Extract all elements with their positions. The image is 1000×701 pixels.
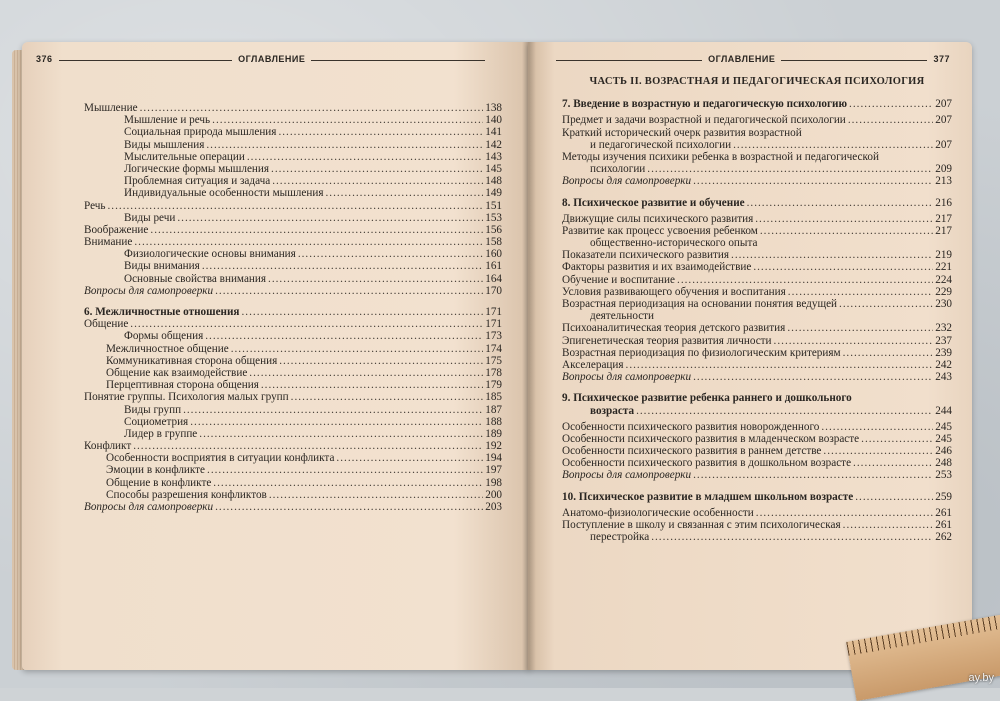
right-page-number: 377 xyxy=(933,54,951,64)
toc-entry xyxy=(84,416,502,428)
toc-entry-page: 149 xyxy=(485,187,502,200)
toc-leader-dots xyxy=(206,139,483,151)
toc-entry-page: 230 xyxy=(935,298,952,311)
right-page xyxy=(528,42,972,670)
toc-entry-page: 164 xyxy=(485,272,502,285)
toc-entry xyxy=(562,274,952,286)
toc-entry-page: 245 xyxy=(935,432,952,445)
toc-entry xyxy=(84,248,502,260)
toc-entry xyxy=(562,310,952,322)
book-gutter xyxy=(522,42,536,670)
toc-entry xyxy=(84,163,502,175)
toc-leader-dots xyxy=(693,371,933,383)
toc-entry-title: Анатомо-физиологические особенности xyxy=(562,506,754,519)
section-heading-title: 8. Психическое развитие и обучение xyxy=(562,196,745,209)
toc-entry xyxy=(562,298,952,310)
toc-entry-page: 192 xyxy=(485,440,502,453)
toc-entry xyxy=(562,163,952,175)
toc-entry-page: 239 xyxy=(935,346,952,359)
toc-entry-title: Межличностное общение xyxy=(106,342,229,355)
toc-entry xyxy=(562,286,952,298)
toc-entry-page: 197 xyxy=(485,464,502,477)
toc-leader-dots xyxy=(231,343,484,355)
toc-entry xyxy=(84,379,502,391)
toc-entry-page: 248 xyxy=(935,457,952,470)
toc-entry-page: 217 xyxy=(935,212,952,225)
toc-entry-title: Методы изучения психики ребенка в возрастной и педагогической xyxy=(562,150,879,163)
toc-entry xyxy=(84,139,502,151)
toc-leader-dots xyxy=(647,163,933,175)
toc-entry-page: 200 xyxy=(485,488,502,501)
toc-leader-dots xyxy=(693,469,933,481)
section-heading-page: 216 xyxy=(935,196,952,209)
toc-entry-title: Общение в конфликте xyxy=(106,476,212,489)
toc-entry-title: Конфликт xyxy=(84,440,132,453)
toc-entry-page: 156 xyxy=(485,223,502,236)
right-running-head-title: ОГЛАВЛЕНИЕ xyxy=(708,54,776,64)
toc-entry-title: Социальная природа мышления xyxy=(124,126,277,139)
toc-entry-title: Проблемная ситуация и задача xyxy=(124,175,271,188)
toc-leader-dots xyxy=(213,477,483,489)
toc-entry-title: Внимание xyxy=(84,236,133,249)
toc-entry-title: Основные свойства внимания xyxy=(124,272,267,285)
toc-entry xyxy=(84,187,502,199)
toc-entry-title: Мыслительные операции xyxy=(124,150,245,163)
toc-leader-dots xyxy=(848,114,933,126)
toc-entry-title: Общение как взаимодействие xyxy=(106,366,248,379)
toc-entry-title: Эмоции в конфликте xyxy=(106,464,206,477)
section-heading xyxy=(562,197,952,209)
toc-entry-title: Вопросы для самопроверки xyxy=(84,284,214,297)
toc-entry xyxy=(84,428,502,440)
toc-entry xyxy=(84,318,502,330)
right-running-head xyxy=(550,54,950,64)
toc-entry-page: 261 xyxy=(935,519,952,532)
toc-entry-title: Лидер в группе xyxy=(124,427,198,440)
toc-leader-dots xyxy=(731,249,933,261)
toc-leader-dots xyxy=(325,187,483,199)
toc-entry-page: 141 xyxy=(485,126,502,139)
toc-entry xyxy=(84,464,502,476)
toc-entry xyxy=(562,151,952,163)
toc-entry xyxy=(562,114,952,126)
toc-leader-dots xyxy=(787,322,933,334)
toc-leader-dots xyxy=(183,404,483,416)
toc-entry xyxy=(84,391,502,403)
toc-entry xyxy=(84,175,502,187)
toc-entry-page: 189 xyxy=(485,427,502,440)
toc-entry-title: Виды мышления xyxy=(124,138,205,151)
left-page-number: 376 xyxy=(36,54,53,64)
toc-entry-page: 151 xyxy=(485,199,502,212)
section-heading xyxy=(562,491,952,503)
left-running-head xyxy=(36,54,491,64)
toc-entry-title: Вопросы для самопроверки xyxy=(562,469,692,482)
toc-entry-title: и педагогической психологии xyxy=(590,138,732,151)
toc-entry xyxy=(84,273,502,285)
toc-entry-title: Возрастная периодизация на основании понятия ведущей xyxy=(562,298,838,311)
toc-entry-page: 171 xyxy=(485,318,502,331)
toc-entry-page: 213 xyxy=(935,175,952,188)
toc-entry xyxy=(84,102,502,114)
toc-entry-title: Краткий исторический очерк развития возрастной xyxy=(562,126,802,139)
toc-entry xyxy=(84,224,502,236)
toc-entry-title: Психоаналитическая теория детского развития xyxy=(562,322,786,335)
toc-leader-dots xyxy=(823,445,933,457)
toc-leader-dots xyxy=(291,391,484,403)
toc-entry-page: 217 xyxy=(935,224,952,237)
toc-entry-page: 219 xyxy=(935,249,952,262)
toc-entry-title: Формы общения xyxy=(124,330,204,343)
left-page xyxy=(22,42,530,670)
toc-leader-dots xyxy=(134,236,483,248)
toc-entry-page: 229 xyxy=(935,285,952,298)
toc-entry-title: Мышление xyxy=(84,102,138,114)
toc-entry-title: Обучение и воспитание xyxy=(562,273,676,286)
toc-leader-dots xyxy=(130,318,483,330)
toc-entry xyxy=(562,445,952,457)
toc-leader-dots xyxy=(202,260,483,272)
toc-leader-dots xyxy=(788,286,933,298)
toc-entry xyxy=(84,477,502,489)
toc-leader-dots xyxy=(733,139,933,151)
toc-entry xyxy=(84,306,502,318)
toc-entry xyxy=(562,421,952,433)
toc-entry-page: 173 xyxy=(485,330,502,343)
toc-entry-title: Социометрия xyxy=(124,415,189,428)
toc-entry-title: Эпигенетическая теория развития личности xyxy=(562,334,772,347)
toc-leader-dots xyxy=(760,225,933,237)
toc-entry-page: 145 xyxy=(485,162,502,175)
toc-leader-dots xyxy=(108,200,484,212)
toc-entry-page: 170 xyxy=(485,284,502,297)
toc-entry-title: Логические формы мышления xyxy=(124,162,270,175)
toc-entry-title: Особенности психического развития в раннем детстве xyxy=(562,445,822,458)
toc-leader-dots xyxy=(212,114,483,126)
toc-entry xyxy=(84,367,502,379)
toc-leader-dots xyxy=(150,224,483,236)
toc-leader-dots xyxy=(190,416,483,428)
toc-entry xyxy=(84,212,502,224)
toc-entry xyxy=(562,531,952,543)
section-heading xyxy=(562,392,952,404)
toc-entry-page: 179 xyxy=(485,379,502,392)
toc-leader-dots xyxy=(843,519,934,531)
toc-entry-title: Особенности психического развития новорожденного xyxy=(562,420,820,433)
toc-leader-dots xyxy=(140,102,484,114)
toc-entry-title: Особенности психического развития в дошкольном возрасте xyxy=(562,457,852,470)
toc-entry-page: 261 xyxy=(935,506,952,519)
toc-entry-title: Виды внимания xyxy=(124,260,200,273)
toc-leader-dots xyxy=(821,421,933,433)
left-running-head-title: ОГЛАВЛЕНИЕ xyxy=(238,54,306,64)
section-heading-page: 259 xyxy=(935,490,952,503)
toc-entry-page: 224 xyxy=(935,273,952,286)
toc-entry-title: Предмет и задачи возрастной и педагогической психологии xyxy=(562,114,846,127)
toc-entry-page: 221 xyxy=(935,261,952,274)
toc-entry-page: 187 xyxy=(485,403,502,416)
section-heading-page: 207 xyxy=(935,98,952,111)
toc-entry-title: Акселерация xyxy=(562,358,624,371)
section-heading-title: 10. Психическое развитие в младшем школьном возрасте xyxy=(562,490,854,503)
toc-entry xyxy=(84,501,502,513)
toc-entry xyxy=(562,347,952,359)
toc-leader-dots xyxy=(268,273,483,285)
section-heading-page: 244 xyxy=(935,404,952,417)
toc-entry xyxy=(84,236,502,248)
toc-leader-dots xyxy=(843,347,934,359)
toc-entry xyxy=(84,114,502,126)
toc-entry-title: Способы разрешения конфликтов xyxy=(106,488,267,501)
toc-entry-page: 185 xyxy=(485,391,502,404)
toc-entry-title: деятельности xyxy=(590,310,655,323)
toc-entry-page: 207 xyxy=(935,114,952,127)
toc-entry-title: Виды групп xyxy=(124,403,182,416)
toc-entry-page: 143 xyxy=(485,150,502,163)
toc-entry-page: 246 xyxy=(935,445,952,458)
toc-entry-title: перестройка xyxy=(590,531,650,544)
toc-entry xyxy=(562,335,952,347)
toc-entry-page: 175 xyxy=(485,354,502,367)
toc-entry-title: Общение xyxy=(84,318,129,331)
toc-leader-dots xyxy=(205,330,483,342)
toc-entry xyxy=(84,355,502,367)
toc-entry-page: 161 xyxy=(485,260,502,273)
toc-entry-page: 237 xyxy=(935,334,952,347)
toc-entry xyxy=(562,139,952,151)
toc-entry xyxy=(562,175,952,187)
toc-entry-page: 207 xyxy=(935,138,952,151)
toc-entry xyxy=(84,260,502,272)
toc-leader-dots xyxy=(861,433,933,445)
toc-leader-dots xyxy=(215,285,483,297)
toc-entry xyxy=(84,151,502,163)
toc-entry-title: Вопросы для самопроверки xyxy=(562,175,692,188)
toc-leader-dots xyxy=(626,359,934,371)
toc-leader-dots xyxy=(774,335,934,347)
toc-entry xyxy=(562,322,952,334)
toc-entry xyxy=(84,285,502,297)
toc-entry-page: 138 xyxy=(485,102,502,114)
toc-leader-dots xyxy=(207,464,483,476)
toc-entry-title: общественно-исторического опыта xyxy=(590,237,758,250)
watermark-text: ay.by xyxy=(968,672,994,684)
toc-entry-page: 262 xyxy=(935,531,952,544)
toc-leader-dots xyxy=(839,298,933,310)
open-book xyxy=(22,42,972,682)
toc-entry-title: Понятие группы. Психология малых групп xyxy=(84,391,289,404)
section-heading xyxy=(562,405,952,417)
toc-entry-title: Виды речи xyxy=(124,211,176,224)
toc-entry-title: Перцептивная сторона общения xyxy=(106,379,259,392)
toc-leader-dots xyxy=(755,213,933,225)
toc-entry-title: Особенности психического развития в младенческом возрасте xyxy=(562,432,860,445)
toc-entry xyxy=(84,489,502,501)
toc-entry-title: Речь xyxy=(84,199,106,212)
toc-entry-page: 153 xyxy=(485,211,502,224)
toc-entry-title: Воображение xyxy=(84,223,149,236)
toc-entry-title: Факторы развития и их взаимодействие xyxy=(562,261,752,274)
toc-entry-title: Индивидуальные особенности мышления xyxy=(124,187,324,200)
section-heading-title: возраста xyxy=(590,404,635,417)
toc-entry xyxy=(562,249,952,261)
toc-entry-page: 188 xyxy=(485,415,502,428)
toc-entry-page: 178 xyxy=(485,366,502,379)
toc-entry-page: 194 xyxy=(485,452,502,465)
toc-leader-dots xyxy=(199,428,483,440)
toc-entry-page: 209 xyxy=(935,163,952,176)
toc-entry-page: 242 xyxy=(935,358,952,371)
toc-leader-dots xyxy=(269,489,483,501)
toc-entry-page: 253 xyxy=(935,469,952,482)
toc-entry-title: Развитие как процесс усвоения ребенком xyxy=(562,224,758,237)
toc-leader-dots xyxy=(249,367,483,379)
section-heading-title: 9. Психическое развитие ребенка раннего и дошкольного xyxy=(562,392,852,405)
toc-entry-page: 198 xyxy=(485,476,502,489)
toc-entry-title: психологии xyxy=(590,163,646,176)
toc-entry-page: 148 xyxy=(485,175,502,188)
toc-entry-title: Поступление в школу и связанная с этим психологическая xyxy=(562,519,841,532)
toc-leader-dots xyxy=(271,163,483,175)
toc-leader-dots xyxy=(756,507,933,519)
toc-entry-title: Вопросы для самопроверки xyxy=(562,371,692,384)
toc-leader-dots xyxy=(247,151,483,163)
toc-entry xyxy=(84,452,502,464)
toc-entry-page: 174 xyxy=(485,342,502,355)
toc-entry-title: Движущие силы психического развития xyxy=(562,212,754,225)
toc-leader-dots xyxy=(336,452,483,464)
toc-entry xyxy=(84,330,502,342)
toc-entry-title: 6. Межличностные отношения xyxy=(84,306,240,318)
toc-entry xyxy=(562,237,952,249)
toc-entry-page: 203 xyxy=(485,501,502,513)
toc-entry-page: 232 xyxy=(935,322,952,335)
toc-entry-title: Мышление и речь xyxy=(124,114,211,127)
toc-entry-page: 171 xyxy=(485,306,502,318)
toc-entry-title: Физиологические основы внимания xyxy=(124,248,296,261)
toc-leader-dots xyxy=(261,379,483,391)
toc-entry-page: 243 xyxy=(935,371,952,384)
toc-entry xyxy=(562,507,952,519)
left-toc-list xyxy=(84,102,502,513)
toc-leader-dots xyxy=(853,457,933,469)
section-heading-title: 7. Введение в возрастную и педагогическую психологию xyxy=(562,98,848,111)
toc-leader-dots xyxy=(298,248,483,260)
toc-entry xyxy=(84,404,502,416)
toc-leader-dots xyxy=(215,501,483,513)
toc-entry xyxy=(84,343,502,355)
toc-entry xyxy=(562,261,952,273)
toc-entry xyxy=(84,440,502,452)
toc-entry xyxy=(562,213,952,225)
toc-entry xyxy=(562,359,952,371)
toc-entry-page: 160 xyxy=(485,248,502,261)
toc-entry xyxy=(562,469,952,481)
toc-entry-title: Показатели психического развития xyxy=(562,249,730,262)
toc-leader-dots xyxy=(677,274,933,286)
toc-leader-dots xyxy=(177,212,483,224)
toc-entry-page: 158 xyxy=(485,236,502,249)
toc-entry xyxy=(562,127,952,139)
toc-leader-dots xyxy=(693,175,933,187)
toc-entry xyxy=(562,519,952,531)
toc-leader-dots xyxy=(753,261,933,273)
toc-entry-title: Возрастная периодизация по физиологическим критериям xyxy=(562,346,841,359)
toc-leader-dots xyxy=(272,175,483,187)
toc-leader-dots xyxy=(279,355,483,367)
toc-entry-title: Коммуникативная сторона общения xyxy=(106,354,278,367)
toc-entry-title: Особенности восприятия в ситуации конфликта xyxy=(106,452,335,465)
toc-entry xyxy=(562,457,952,469)
toc-leader-dots xyxy=(133,440,483,452)
toc-entry xyxy=(84,200,502,212)
toc-entry xyxy=(84,126,502,138)
right-toc-list xyxy=(562,76,952,552)
part-title: ЧАСТЬ II. ВОЗРАСТНАЯ И ПЕДАГОГИЧЕСКАЯ ПСИХОЛОГИЯ xyxy=(589,76,925,87)
toc-leader-dots xyxy=(242,306,484,318)
toc-entry xyxy=(562,371,952,383)
toc-leader-dots xyxy=(278,126,483,138)
toc-entry-page: 142 xyxy=(485,138,502,151)
section-heading xyxy=(562,98,952,110)
toc-leader-dots xyxy=(651,531,933,543)
toc-entry-title: Вопросы для самопроверки xyxy=(84,501,214,513)
toc-entry-page: 140 xyxy=(485,114,502,127)
toc-entry-page: 245 xyxy=(935,420,952,433)
toc-entry xyxy=(562,225,952,237)
toc-entry xyxy=(562,433,952,445)
toc-entry-title: Условия развивающего обучения и воспитания xyxy=(562,285,786,298)
